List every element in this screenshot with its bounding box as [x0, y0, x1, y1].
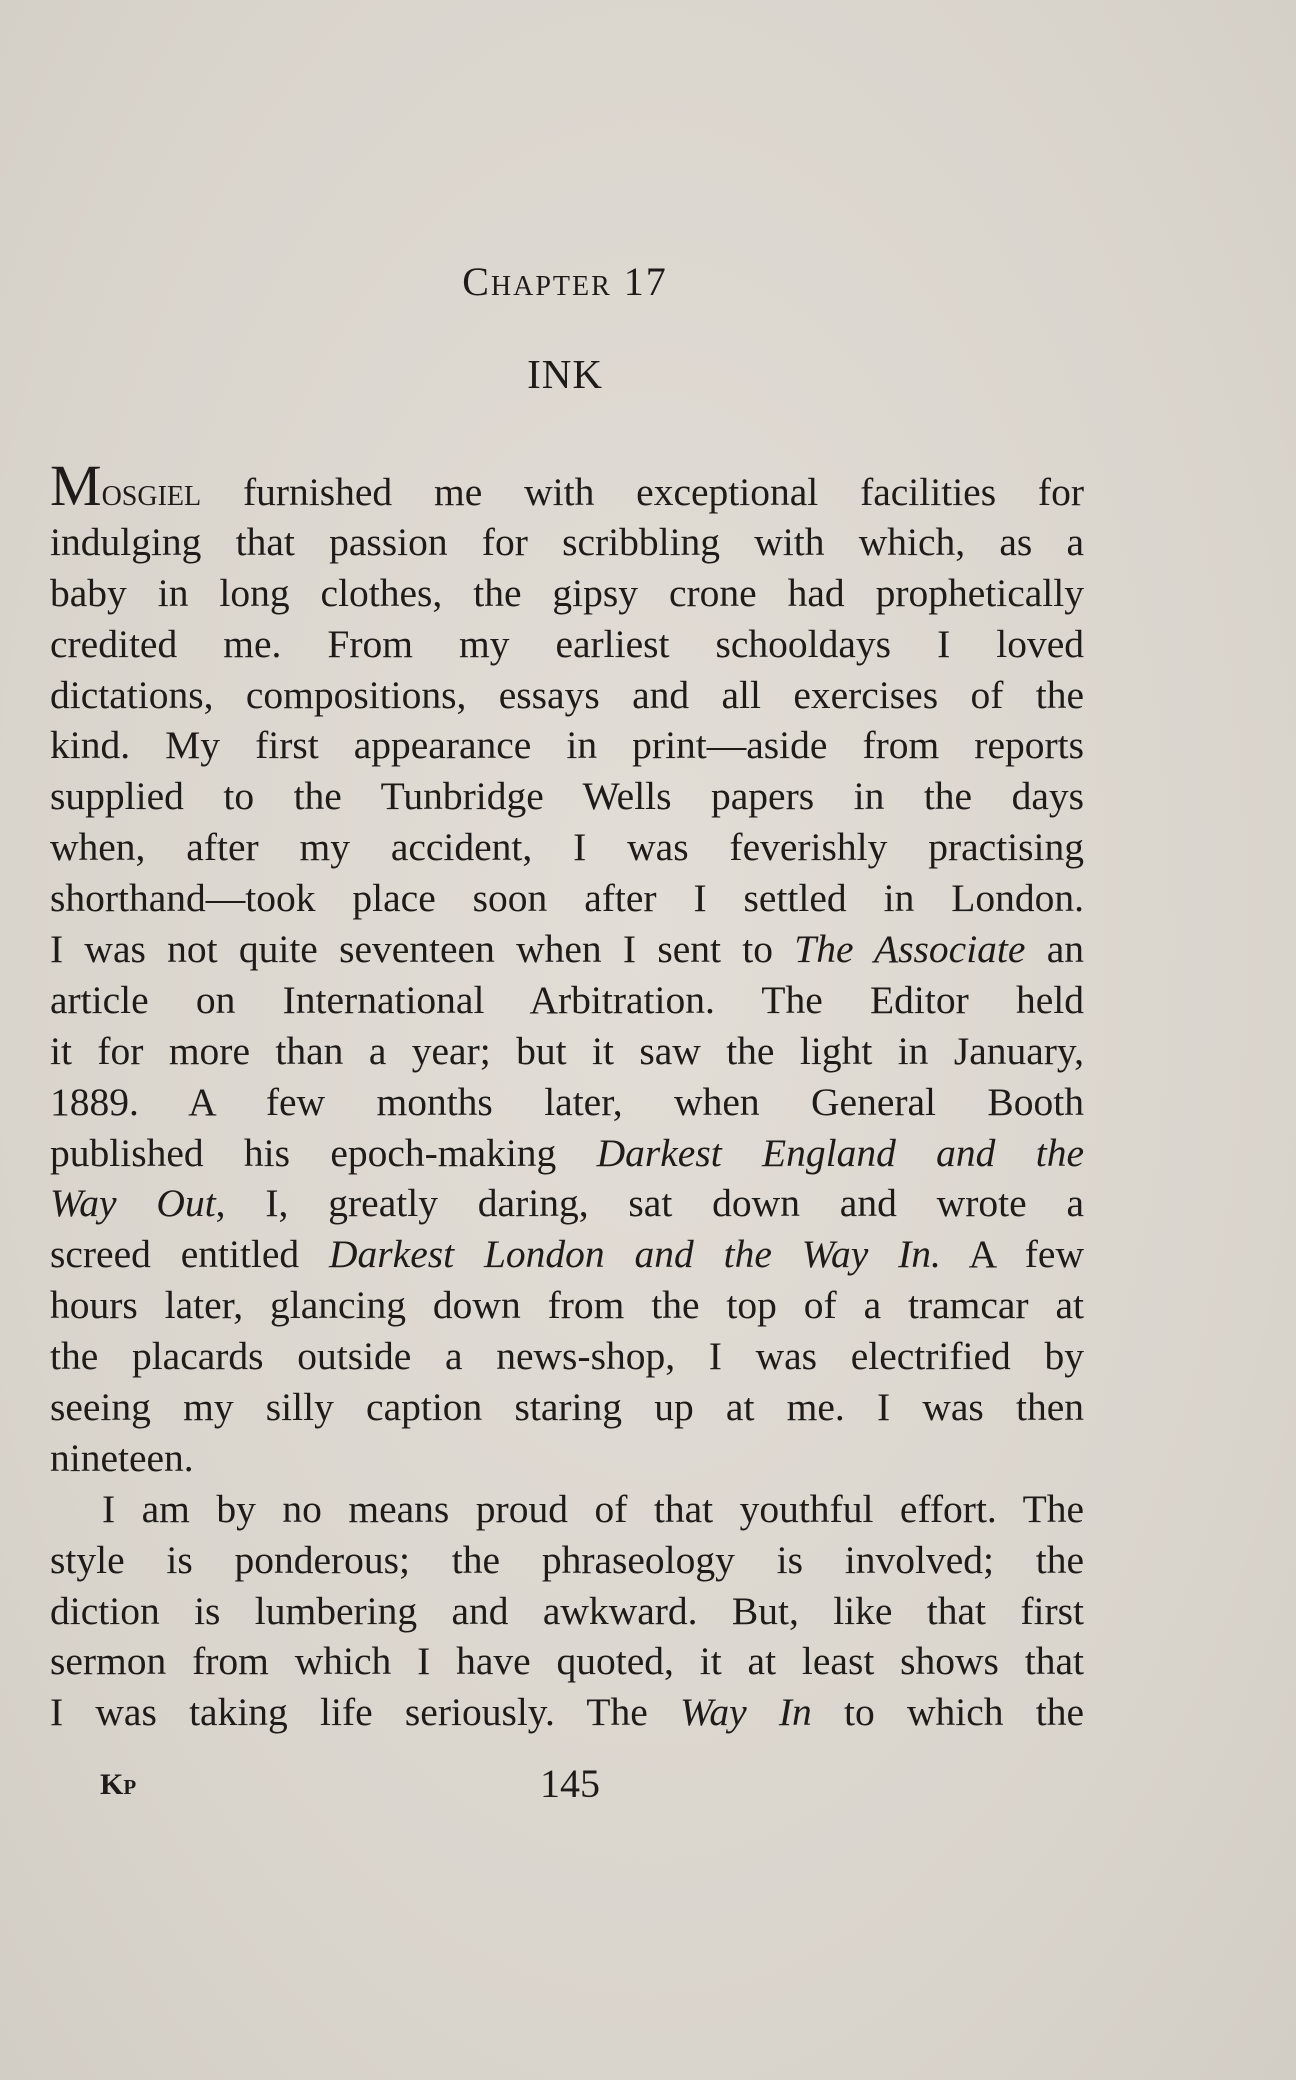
- drop-cap: M: [50, 453, 102, 518]
- italic-title: The Associate: [794, 927, 1026, 972]
- text-line: it for more than a year; but it saw the light in January,: [50, 1028, 1084, 1073]
- italic-title: Way Out: [50, 1181, 216, 1226]
- text-segment: I was not quite seventeen when I sent to: [50, 927, 795, 972]
- text-line: [50, 1128, 1084, 1179]
- text-segment: published his epoch-making: [50, 1130, 597, 1175]
- text-line: baby in long clothes, the gipsy crone had prophetically: [50, 570, 1084, 615]
- text-segment: , I, greatly daring, sat down and wrote a: [215, 1181, 1085, 1226]
- text-line: when, after my accident, I was feverishly practising: [50, 825, 1084, 870]
- text-segment: screed entitled: [50, 1232, 330, 1277]
- text-line: [50, 1687, 1084, 1738]
- text-line: [50, 1229, 1084, 1280]
- text-segment: A few: [940, 1232, 1084, 1277]
- text-line: sermon from which I have quoted, it at least shows that: [50, 1639, 1084, 1684]
- text-line: [50, 453, 1084, 518]
- chapter-word: Chapter: [462, 259, 612, 304]
- text-line: style is ponderous; the phraseology is involved; the: [50, 1537, 1084, 1582]
- text-line: [50, 1178, 1084, 1229]
- text-line: article on International Arbitration. The Editor held: [50, 977, 1084, 1022]
- text-line: kind. My first appearance in print—aside from reports: [50, 723, 1084, 768]
- text-line: supplied to the Tunbridge Wells papers in the days: [50, 774, 1084, 819]
- chapter-label: [0, 258, 1130, 305]
- text-line: indulging that passion for scribbling with which, as a: [50, 519, 1084, 564]
- text-segment: I was taking life seriously. The: [50, 1690, 681, 1735]
- text-line: 1889. A few months later, when General Booth: [50, 1079, 1084, 1124]
- body-text: [50, 453, 1085, 1738]
- italic-title: Darkest England and the: [596, 1130, 1084, 1175]
- text-segment: furnished me with exceptional facilities for: [201, 470, 1084, 514]
- italic-title: Darkest London and the Way In.: [329, 1232, 941, 1277]
- page-number: 145: [540, 1761, 600, 1806]
- text-line: nineteen.: [50, 1435, 194, 1480]
- text-line: seeing my silly caption staring up at me. I was then: [50, 1385, 1084, 1430]
- text-line: diction is lumbering and awkward. But, like that first: [50, 1588, 1084, 1633]
- text-line: shorthand—took place soon after I settled in London.: [50, 876, 1084, 921]
- signature-mark: Kp: [100, 1768, 137, 1801]
- text-line: credited me. From my earliest schooldays I loved: [50, 621, 1084, 666]
- text-line: hours later, glancing down from the top of a tramcar at: [50, 1283, 1084, 1328]
- text-line: I am by no means proud of that youthful effort. The: [102, 1486, 1084, 1531]
- text-line: dictations, compositions, essays and all exercises of the: [50, 672, 1084, 717]
- italic-title: Way In: [680, 1690, 812, 1735]
- text-line: [50, 924, 1084, 975]
- text-segment: to which the: [811, 1690, 1085, 1735]
- text-line: the placards outside a news-shop, I was electrified by: [50, 1334, 1084, 1379]
- small-caps-word: osgiel: [101, 470, 202, 514]
- text-segment: an: [1025, 927, 1085, 972]
- chapter-title: INK: [527, 351, 603, 397]
- chapter-number: 17: [623, 259, 668, 304]
